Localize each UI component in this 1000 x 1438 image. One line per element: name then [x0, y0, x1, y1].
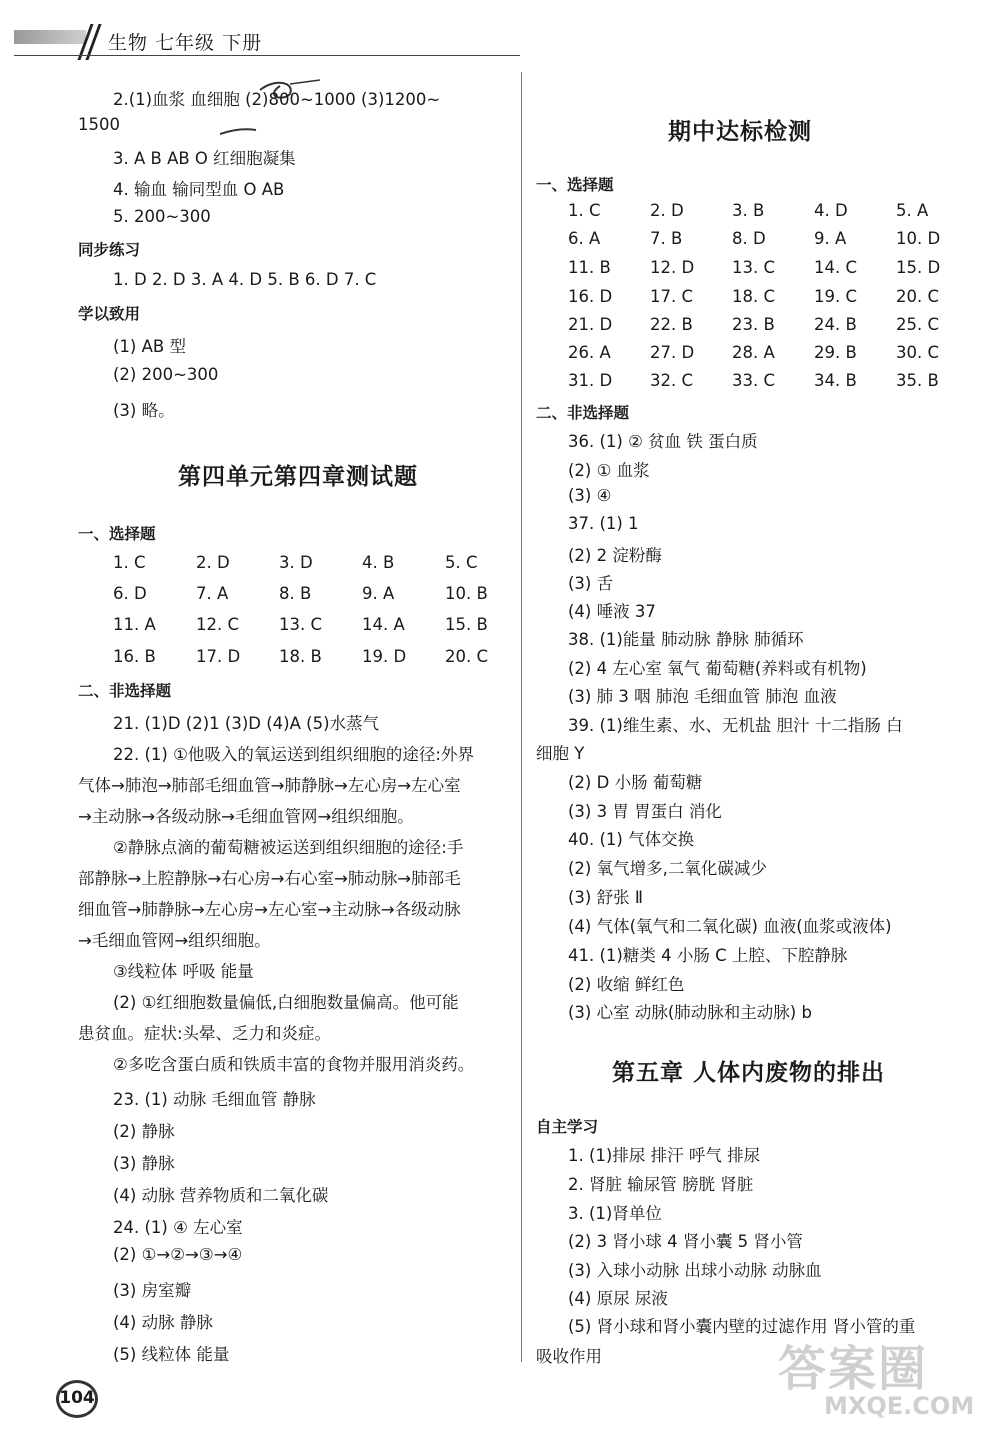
mc-answer: 14. C — [814, 258, 858, 277]
mc-answer: 9. A — [814, 229, 847, 248]
answer-line: (2) ①红细胞数量偏低,白细胞数量偏高。他可能 — [113, 993, 459, 1012]
answer-line: (4) 动脉 营养物质和二氧化碳 — [113, 1186, 329, 1205]
answer-line: 24. (1) ④ 左心室 — [113, 1218, 243, 1237]
answer-line: →毛细血管网→组织细胞。 — [78, 931, 271, 950]
mc-answer: 11. A — [113, 615, 156, 634]
mc-answer: 4. B — [362, 553, 395, 572]
answer-line: (2) ① 血浆 — [568, 461, 650, 480]
mc-answer: 20. C — [445, 647, 489, 666]
answer-line: 3. A B AB O 红细胞凝集 — [113, 149, 296, 168]
mc-answer: 13. C — [279, 615, 323, 634]
mc-answer: 9. A — [362, 584, 395, 603]
answer-line: 3. (1)肾单位 — [568, 1204, 662, 1223]
answer-line: (2) 2 淀粉酶 — [568, 546, 662, 565]
answer-line: (3) 房室瓣 — [113, 1281, 192, 1300]
answer-line: 2. 肾脏 输尿管 膀胱 肾脏 — [568, 1175, 754, 1194]
mc-answer: 2. D — [196, 553, 230, 572]
answer-line: (3) 3 胃 胃蛋白 消化 — [568, 802, 722, 821]
section-heading: 自主学习 — [536, 1118, 599, 1136]
mc-answer: 20. C — [896, 287, 940, 306]
mc-answer: 24. B — [814, 315, 857, 334]
mc-answer: 28. A — [732, 343, 775, 362]
answer-line: 吸收作用 — [536, 1347, 602, 1366]
mc-answer: 8. D — [732, 229, 766, 248]
answer-line: (2) ①→②→③→④ — [113, 1245, 243, 1264]
answer-line: 41. (1)糖类 4 小肠 C 上腔、下腔静脉 — [568, 946, 848, 965]
mc-answer: 5. A — [896, 201, 929, 220]
answer-line: 2.(1)血浆 血细胞 (2)800~1000 (3)1200~ — [113, 90, 441, 109]
answer-line: (3) 静脉 — [113, 1154, 175, 1173]
mc-answer: 16. B — [113, 647, 156, 666]
answer-line: (3) 略。 — [113, 401, 175, 420]
answer-line: (5) 肾小球和肾小囊内壁的过滤作用 肾小管的重 — [568, 1317, 916, 1336]
mc-answer: 10. D — [896, 229, 941, 248]
section-heading: 二、非选择题 — [78, 682, 172, 700]
header-subject: 生物 七年级 下册 — [108, 32, 263, 54]
answer-line: 23. (1) 动脉 毛细血管 静脉 — [113, 1090, 316, 1109]
mc-answer: 31. D — [568, 371, 613, 390]
answer-line: (1) AB 型 — [113, 337, 186, 356]
mc-answer: 21. D — [568, 315, 613, 334]
mc-answer: 27. D — [650, 343, 695, 362]
answer-line: 1. D 2. D 3. A 4. D 5. B 6. D 7. C — [113, 270, 377, 289]
mc-answer: 7. A — [196, 584, 229, 603]
mc-answer: 19. C — [814, 287, 858, 306]
answer-line: (2) 3 肾小球 4 肾小囊 5 肾小管 — [568, 1232, 803, 1251]
mc-answer: 29. B — [814, 343, 857, 362]
answer-line: (3) 肺 3 咽 肺泡 毛细血管 肺泡 血液 — [568, 687, 837, 706]
answer-line: 细血管→肺静脉→左心房→左心室→主动脉→各级动脉 — [78, 900, 461, 919]
answer-line: (5) 线粒体 能量 — [113, 1345, 230, 1364]
header-decoration-bar — [14, 30, 86, 44]
page-number-badge — [52, 1378, 102, 1420]
answer-line: 40. (1) 气体交换 — [568, 830, 695, 849]
mc-answer: 34. B — [814, 371, 857, 390]
mc-answer: 6. A — [568, 229, 601, 248]
answer-line: 部静脉→上腔静脉→右心房→右心室→肺动脉→肺部毛 — [78, 869, 461, 888]
answer-line: (4) 动脉 静脉 — [113, 1313, 213, 1332]
mc-answer: 17. D — [196, 647, 241, 666]
answer-line: (2) 4 左心室 氧气 葡萄糖(养料或有机物) — [568, 659, 867, 678]
answer-line: (3) 舌 — [568, 574, 614, 593]
mc-answer: 10. B — [445, 584, 488, 603]
mc-answer: 2. D — [650, 201, 684, 220]
mc-answer: 13. C — [732, 258, 776, 277]
answer-line: 气体→肺泡→肺部毛细血管→肺静脉→左心房→左心室 — [78, 776, 461, 795]
answer-line: (2) D 小肠 葡萄糖 — [568, 773, 703, 792]
answer-line: (3) 心室 动脉(肺动脉和主动脉) b — [568, 1003, 812, 1022]
answer-line: (2) 氧气增多,二氧化碳减少 — [568, 859, 767, 878]
chapter-title: 第五章 人体内废物的排出 — [612, 1060, 886, 1086]
mc-answer: 19. D — [362, 647, 407, 666]
mc-answer: 18. C — [732, 287, 776, 306]
mc-answer: 1. C — [113, 553, 146, 572]
answer-line: (3) 入球小动脉 出球小动脉 动脉血 — [568, 1261, 822, 1280]
answer-line: 1. (1)排尿 排汗 呼气 排尿 — [568, 1146, 761, 1165]
answer-line: 36. (1) ② 贫血 铁 蛋白质 — [568, 432, 758, 451]
answer-line: 21. (1)D (2)1 (3)D (4)A (5)水蒸气 — [113, 714, 380, 733]
mc-answer: 17. C — [650, 287, 694, 306]
answer-line: (3) ④ — [568, 486, 612, 505]
answer-line: 37. (1) 1 — [568, 514, 639, 533]
mc-answer: 4. D — [814, 201, 848, 220]
answer-line: 38. (1)能量 肺动脉 静脉 肺循环 — [568, 630, 804, 649]
mc-answer: 30. C — [896, 343, 940, 362]
answer-line: 细胞 Y — [536, 744, 585, 763]
mc-answer: 7. B — [650, 229, 683, 248]
mc-answer: 32. C — [650, 371, 694, 390]
section-heading: 一、选择题 — [78, 525, 156, 543]
page-header — [0, 0, 1000, 60]
section-heading: 同步练习 — [78, 241, 141, 259]
answer-line: (2) 收缩 鲜红色 — [568, 975, 685, 994]
watermark — [778, 1330, 988, 1430]
answer-line: →主动脉→各级动脉→毛细血管网→组织细胞。 — [78, 807, 414, 826]
mc-answer: 23. B — [732, 315, 775, 334]
mc-answer: 6. D — [113, 584, 147, 603]
mc-answer: 11. B — [568, 258, 611, 277]
mc-answer: 16. D — [568, 287, 613, 306]
answer-line: (4) 原尿 尿液 — [568, 1289, 668, 1308]
mc-answer: 15. B — [445, 615, 488, 634]
answer-line: 22. (1) ①他吸入的氧运送到组织细胞的途径:外界 — [113, 745, 474, 764]
answer-line: (4) 气体(氧气和二氧化碳) 血液(血浆或液体) — [568, 917, 892, 936]
answer-line: (2) 200~300 — [113, 365, 219, 384]
answer-line: (3) 舒张 Ⅱ — [568, 888, 643, 907]
mc-answer: 35. B — [896, 371, 939, 390]
mc-answer: 22. B — [650, 315, 693, 334]
mc-answer: 15. D — [896, 258, 941, 277]
mc-answer: 14. A — [362, 615, 405, 634]
section-heading: 一、选择题 — [536, 176, 614, 194]
answer-line: 患贫血。症状:头晕、乏力和炎症。 — [78, 1024, 332, 1043]
mc-answer: 3. B — [732, 201, 765, 220]
column-divider — [521, 72, 522, 1362]
watermark-logo-text: 答案圈 — [778, 1341, 929, 1397]
chapter-title: 第四单元第四章测试题 — [178, 464, 418, 490]
answer-line: 39. (1)维生素、水、无机盐 胆汁 十二指肠 白 — [568, 716, 903, 735]
answer-line: ②多吃含蛋白质和铁质丰富的食物并服用消炎药。 — [113, 1055, 475, 1074]
mc-answer: 3. D — [279, 553, 313, 572]
section-heading: 二、非选择题 — [536, 404, 630, 422]
header-rule — [14, 55, 520, 56]
mc-answer: 33. C — [732, 371, 776, 390]
answer-line: 1500 — [78, 115, 120, 134]
mc-answer: 18. B — [279, 647, 322, 666]
section-heading: 学以致用 — [78, 305, 141, 323]
mc-answer: 5. C — [445, 553, 478, 572]
watermark-url: MXQE.COM — [824, 1392, 975, 1420]
mc-answer: 8. B — [279, 584, 312, 603]
answer-line: 4. 输血 输同型血 O AB — [113, 180, 285, 199]
mc-answer: 26. A — [568, 343, 611, 362]
mc-answer: 12. C — [196, 615, 240, 634]
page-number: 104 — [59, 1388, 95, 1408]
mc-answer: 12. D — [650, 258, 695, 277]
answer-line: ②静脉点滴的葡萄糖被运送到组织细胞的途径:手 — [113, 838, 464, 857]
answer-line: ③线粒体 呼吸 能量 — [113, 962, 254, 981]
mc-answer: 1. C — [568, 201, 601, 220]
mc-answer: 25. C — [896, 315, 940, 334]
answer-line: 5. 200~300 — [113, 207, 211, 226]
answer-line: (4) 唾液 37 — [568, 602, 656, 621]
answer-line: (2) 静脉 — [113, 1122, 175, 1141]
midterm-title: 期中达标检测 — [668, 119, 812, 145]
